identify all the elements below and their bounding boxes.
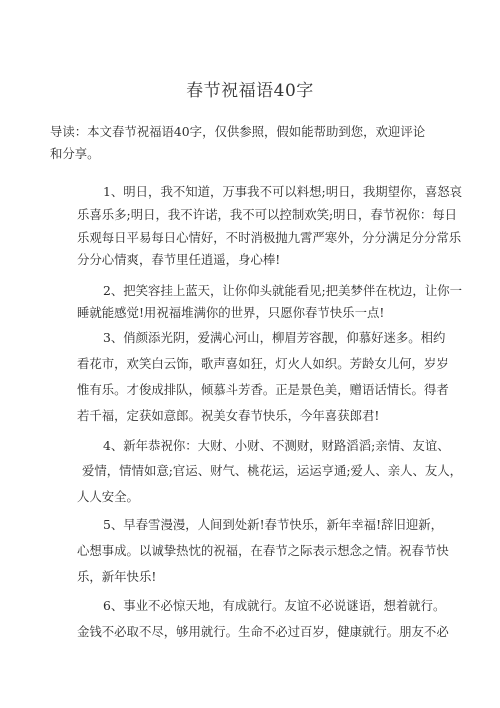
item-4-line-3: 人人安全。: [77, 489, 139, 504]
item-1-line-1: 1、明日，我不知道，万事我不可以料想;明日，我期望你，喜怒哀: [103, 184, 462, 199]
item-4-line-1: 4、新年恭祝你：大财、小财、不测财，财路滔滔;亲情、友谊、: [103, 438, 450, 453]
item-2-line-1: 2、把笑容挂上蓝天，让你仰头就能看见;把美梦伴在枕边，让你一: [103, 283, 462, 298]
item-3-line-1: 3、俏颜添光阴，爱满心河山，柳眉芳容靓，仰慕好迷多。相约: [103, 330, 446, 345]
item-3-line-3: 惟有乐。才俊成排队，倾慕斗芳香。正是景色美，赠语话情长。得者: [77, 382, 449, 397]
item-6-line-1: 6、事业不必惊天地，有成就行。友谊不必说谜语，想着就行。: [103, 598, 446, 613]
item-1-line-3: 乐观每日平易每日心情好，不时消极抛九霄严寒外，分分满足分分常乐: [77, 230, 462, 245]
item-5-line-2: 心想事成。以诚挚热忱的祝福，在春节之际表示想念之情。祝春节快: [77, 543, 449, 558]
document-title: 春节祝福语40字: [186, 81, 314, 101]
item-1-line-4: 分分心情爽，春节里任逍遥，身心棒!: [77, 252, 281, 267]
item-3-line-2: 看花市，欢笑白云饰，歌声喜如狂，灯火人如织。芳龄女儿何，岁岁: [77, 356, 449, 371]
intro-line-1: 导读：本文春节祝福语40字，仅供参照，假如能帮助到您，欢迎评论: [50, 124, 426, 139]
item-1-line-2: 乐喜乐多;明日，我不许诺，我不可以控制欢笑;明日，春节祝你：每日: [77, 207, 458, 222]
item-6-line-2: 金钱不必取不尽，够用就行。生命不必过百岁，健康就行。朋友不必: [77, 624, 449, 639]
intro-line-2: 和分享。: [50, 146, 100, 161]
item-5-line-3: 乐，新年快乐!: [77, 569, 157, 584]
item-5-line-1: 5、早春雪漫漫，人间到处新!春节快乐，新年幸福!辞旧迎新，: [103, 517, 443, 532]
item-4-line-2: 爱情，情情如意;官运、财气、桃花运，运运亨通;爱人、亲人、友人，: [82, 463, 463, 478]
item-2-line-2: 睡就能感觉!用祝福堆满你的世界，只愿你春节快乐一点!: [77, 305, 385, 320]
item-3-line-4: 若千福，定获如意郎。祝美女春节快乐，今年喜获郎君!: [77, 408, 380, 423]
